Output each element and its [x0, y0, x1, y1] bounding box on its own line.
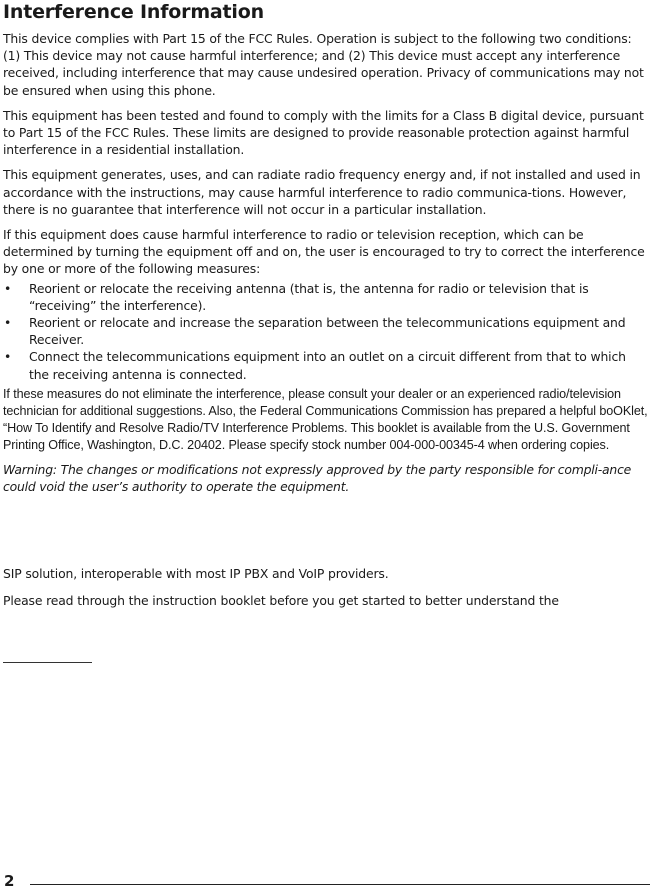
measure-text: Connect the telecommunications equipment into an outlet on a circuit different from that to which the receiving antenna is connected.: [29, 349, 626, 382]
warning-paragraph: Warning: The changes or modifications not expressly approved by the party responsible for compli-ance could void the user’s authority to operate the equipment.: [3, 461, 632, 494]
measures-intro-paragraph: If this equipment does cause harmful interference to radio or television reception, which can be determined by turning the equipment off and on, the user is encouraged to try to correct the interference by one or more of the following measures:: [3, 227, 645, 277]
footer-divider: [30, 884, 650, 885]
compliance-paragraph: This device complies with Part 15 of the FCC Rules. Operation is subject to the following two conditions: (1) This device may not cause harmful interference; and (2) This device must accept any interference received, including interference that may cause undesired operation. Privacy of communications may not be ensured when using this phone.: [3, 31, 644, 98]
list-item: [3, 314, 649, 348]
consult-paragraph: If these measures do not eliminate the interference, please consult your dealer or an experienced radio/television technician for additional suggestions. Also, the Federal Communications Commission has prepared a helpful boOKlet, “How To Identify and Resolve Radio/TV Interference Problems. This booklet is available from the U.S. Government Printing Office, Washington, D.C. 20402. Please specify stock number 004-000-00345-4 when ordering copies.: [3, 386, 648, 453]
page-title: Interference Information: [3, 1, 264, 23]
measures-list: [3, 280, 649, 383]
measure-text: Reorient or relocate and increase the separation between the telecommunications equipment and Receiver.: [29, 315, 626, 348]
measure-text: Reorient or relocate the receiving antenna (that is, the antenna for radio or television that is “receiving” the interference).: [29, 280, 589, 313]
class-b-paragraph: This equipment has been tested and found to comply with the limits for a Class B digital device, pursuant to Part 15 of the FCC Rules. These limits are designed to provide reasonable protection against harmful interference in a residential installation.: [3, 107, 644, 158]
bullet-icon: •: [4, 315, 12, 331]
page-number: 2: [4, 872, 15, 890]
list-item: [3, 280, 649, 314]
bullet-icon: •: [4, 280, 12, 296]
instruction-line: Please read through the instruction booklet before you get started to better understand the: [3, 593, 559, 608]
bullet-icon: •: [4, 349, 12, 365]
list-item: [3, 348, 649, 382]
footnote-divider: [3, 662, 92, 663]
sip-line: SIP solution, interoperable with most IP PBX and VoIP providers.: [3, 566, 389, 581]
radiation-paragraph: This equipment generates, uses, and can radiate radio frequency energy and, if not installed and used in accordance with the instructions, may cause harmful interference to radio communica-tions. However, there is no guarantee that interference will not occur in a particular installation.: [3, 167, 641, 217]
document-page: [3, 0, 649, 495]
